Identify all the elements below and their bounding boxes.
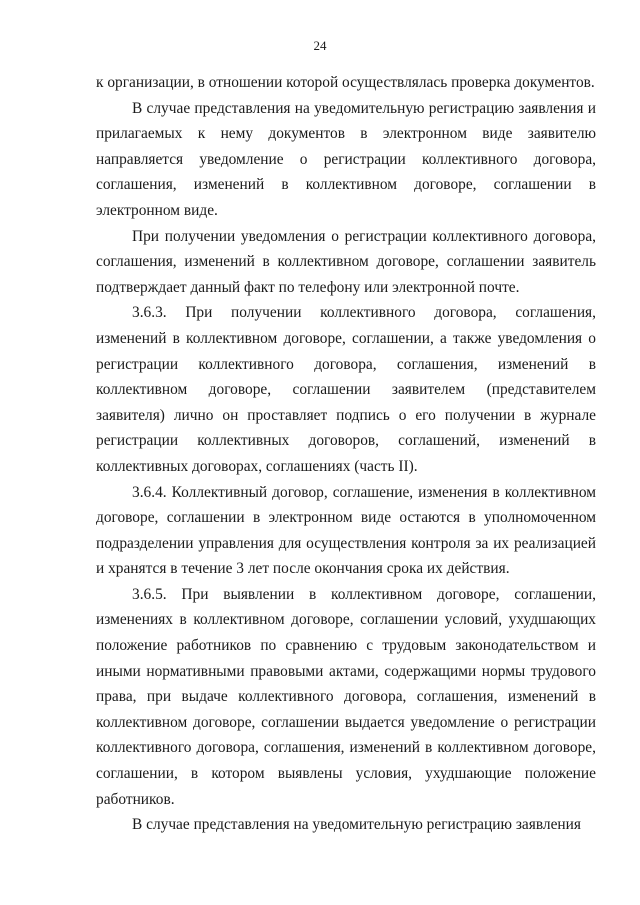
- paragraph: В случае представления на уведомительную регистрацию заявления и прилагаемых к нему документов в электронном виде заявителю направляется уведомление о регистрации коллективного договора, соглашения, изменений в коллективном договоре, соглашении в электронном виде.: [96, 99, 596, 219]
- document-body: [96, 70, 596, 838]
- paragraph: 3.6.3. При получении коллективного договора, соглашения, изменений в коллективном договоре, соглашении, а также уведомления о регистрации коллективного договора, соглашения, изменений в коллективном договоре, соглашении заявителем (представителем заявителя) лично он проставляет подпись о его получении в журнале регистрации коллективных договоров, соглашений, изменений в коллективных договорах, соглашениях (часть II).: [96, 304, 596, 475]
- paragraph: к организации, в отношении которой осуществлялась проверка документов.: [96, 74, 595, 91]
- paragraph: 3.6.5. При выявлении в коллективном договоре, соглашении, изменениях в коллективном договоре, соглашении условий, ухудшающих положение работников по сравнению с трудовым законодательством и иными нормативными правовыми актами, содержащими нормы трудового права, при выдаче коллективного договора, соглашения, изменений в коллективном договоре, соглашении выдается уведомление о регистрации коллективного договора, соглашения, изменений в коллективном договоре, соглашении, в котором выявлены условия, ухудшающие положение работников.: [96, 585, 596, 808]
- paragraph: При получении уведомления о регистрации коллективного договора, соглашения, изменений в коллективном договоре, соглашении заявитель подтверждает данный факт по телефону или электронной почте.: [96, 227, 596, 296]
- paragraph: В случае представления на уведомительную регистрацию заявления: [132, 816, 581, 834]
- page-number: 24: [313, 38, 327, 53]
- paragraph: 3.6.4. Коллективный договор, соглашение, изменения в коллективном договоре, соглашении в электронном виде остаются в уполномоченном подразделении управления для осуществления контроля за их реализацией и хранятся в течение 3 лет после окончания срока их действия.: [96, 483, 596, 578]
